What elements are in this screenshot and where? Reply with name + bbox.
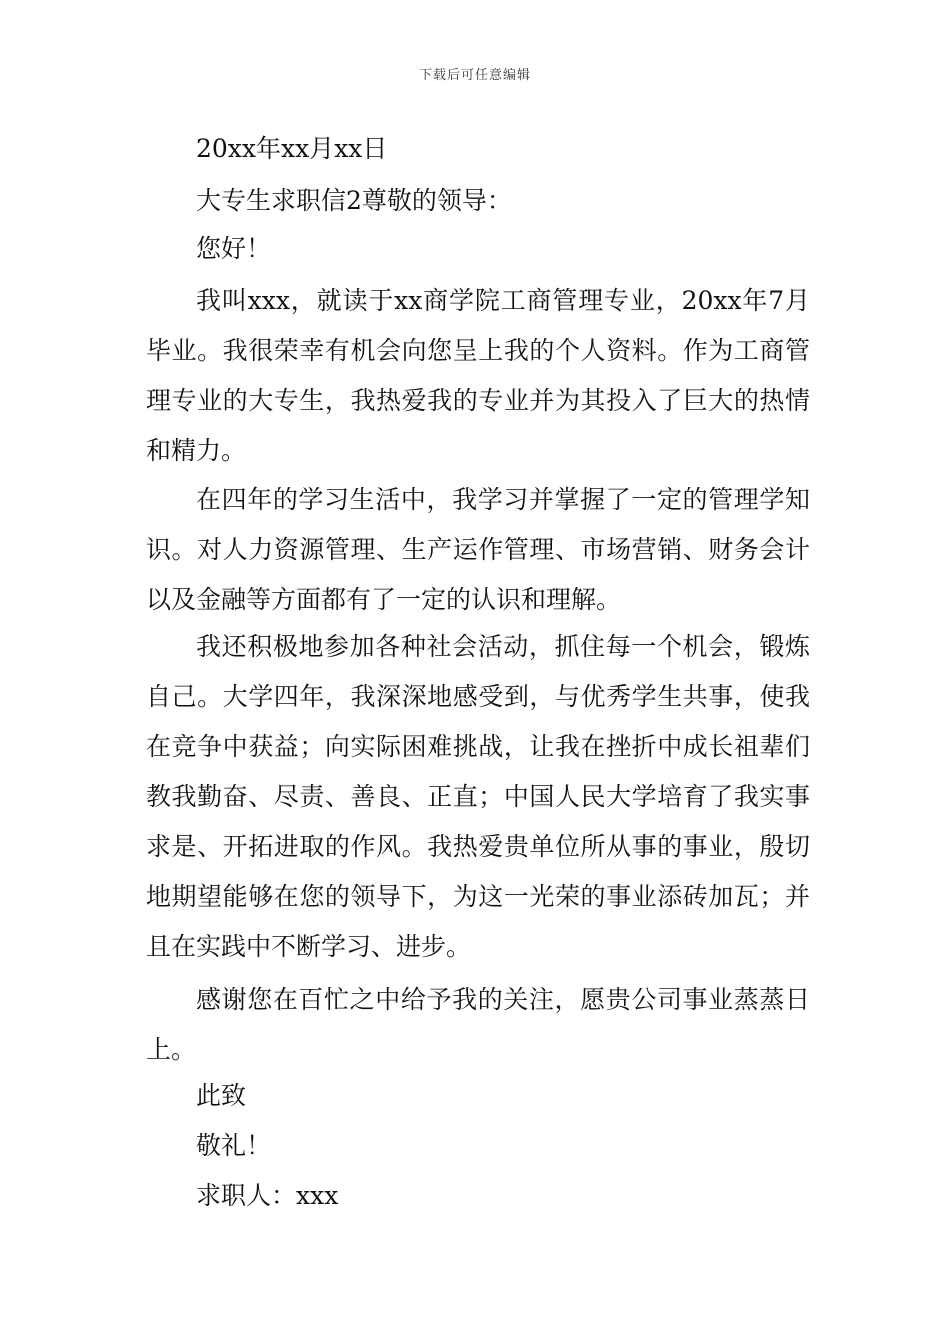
signature: 求职人：xxx bbox=[196, 1181, 339, 1210]
body-paragraph: 在四年的学习生活中，我学习并掌握了一定的管理学知识。对人力资源管理、生产运作管理、市场营销、财务会计以及金融等方面都有了一定的认识和理解。 bbox=[146, 485, 810, 614]
body-paragraph: 我叫xxx，就读于xx商学院工商管理专业，20xx年7月毕业。我很荣幸有机会向您呈上我的个人资料。作为工商管理专业的大专生，我热爱我的专业并为其投入了巨大的热情和精力。 bbox=[146, 286, 810, 465]
page-header: 下载后可任意编辑 bbox=[418, 68, 531, 83]
closing-line-1: 此致 bbox=[196, 1081, 247, 1110]
letter-date: 20xx年xx月xx日 bbox=[196, 134, 388, 163]
letter-greeting: 您好！ bbox=[196, 234, 272, 263]
letter-title-line: 大专生求职信2尊敬的领导： bbox=[196, 186, 512, 215]
body-paragraph: 感谢您在百忙之中给予我的关注，愿贵公司事业蒸蒸日上。 bbox=[146, 985, 810, 1064]
body-paragraph: 我还积极地参加各种社会活动，抓住每一个机会，锻炼自己。大学四年，我深深地感受到，与优秀学生共事，使我在竞争中获益；向实际困难挑战，让我在挫折中成长祖辈们教我勤奋、尽责、善良、正直；中国人民大学培育了我实事求是、开拓进取的作风。我热爱贵单位所从事的事业，殷切地期望能够在您的领导下，为这一光荣的事业添砖加瓦；并且在实践中不断学习、进步。 bbox=[146, 632, 810, 961]
closing-line-2: 敬礼！ bbox=[196, 1131, 272, 1160]
